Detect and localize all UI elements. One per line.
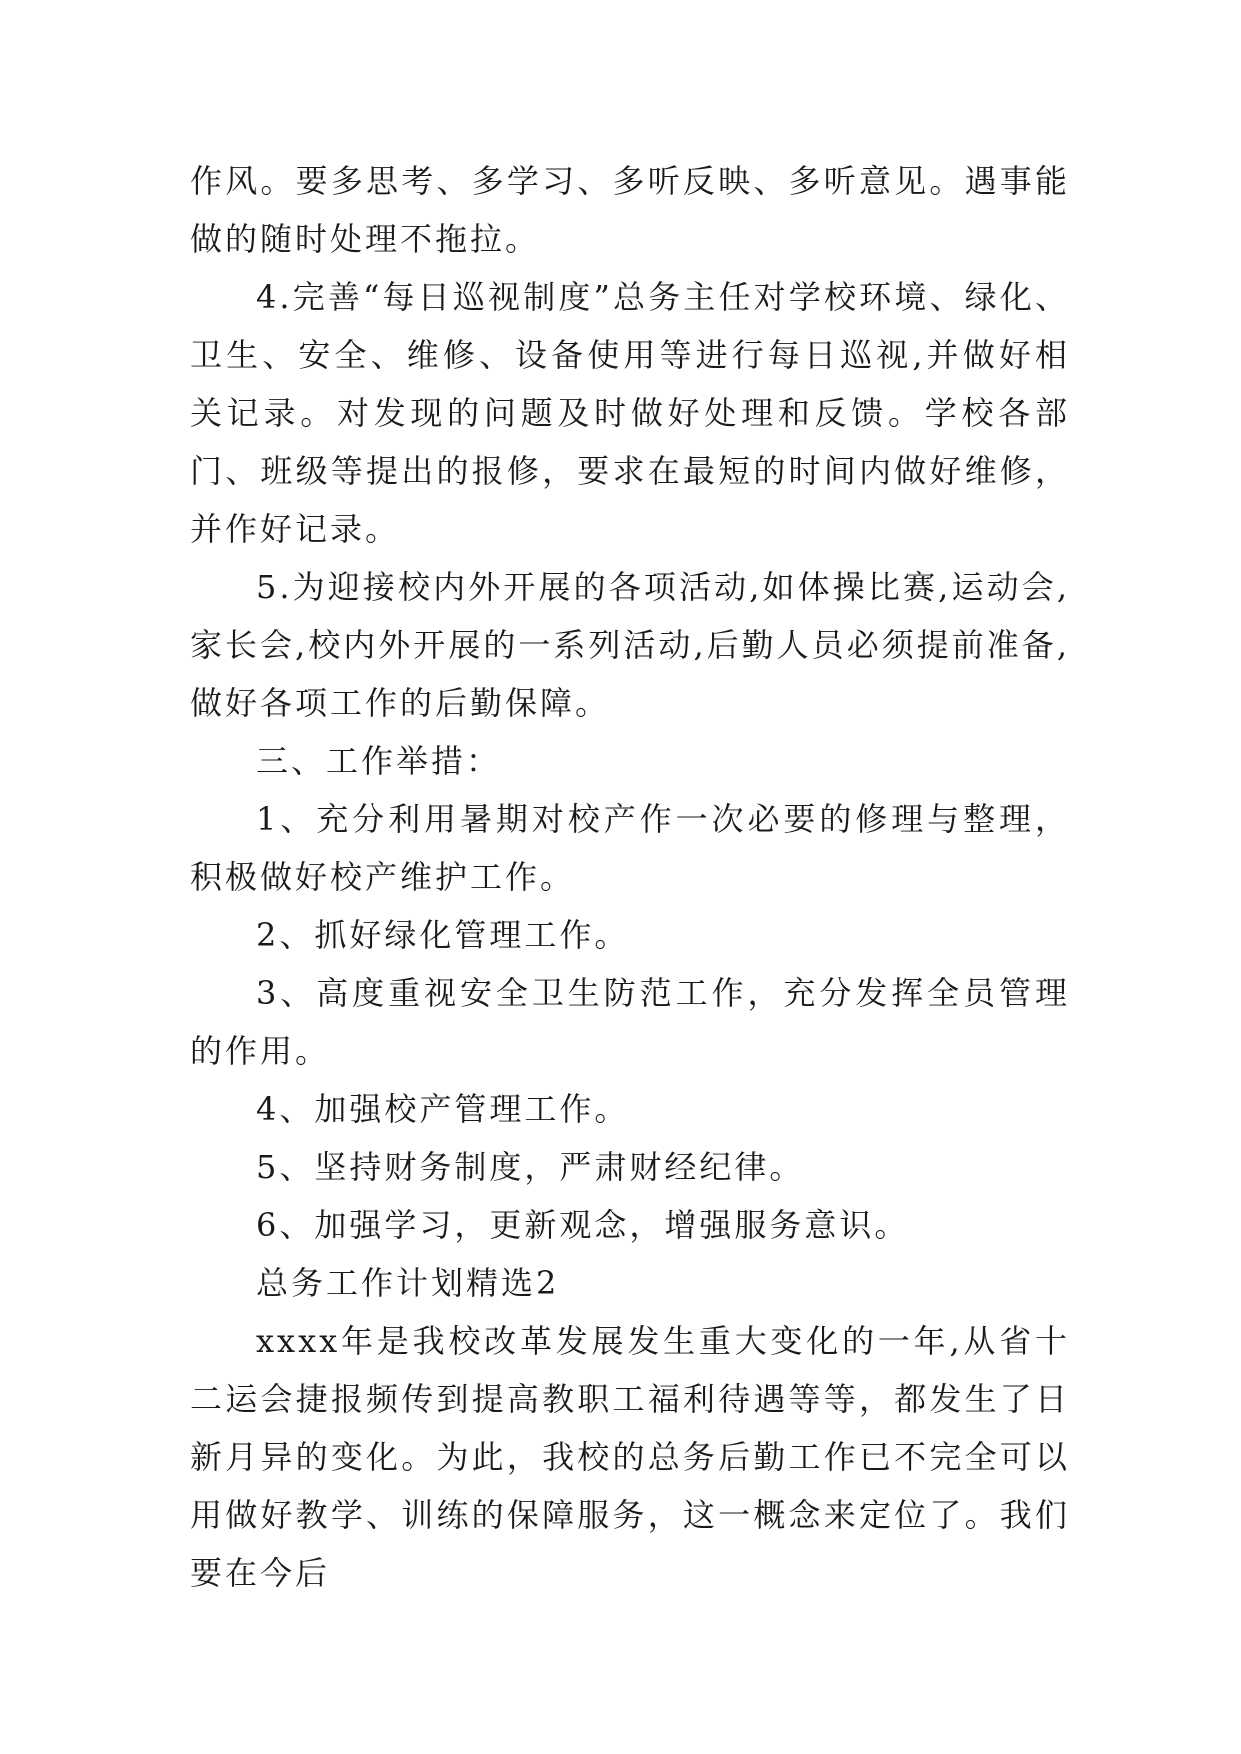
- paragraph-measure-6: 6、加强学习，更新观念，增强服务意识。: [256, 1206, 910, 1244]
- paragraph-measure-2: 2、抓好绿化管理工作。: [256, 916, 630, 954]
- paragraph-measure-5: 5、坚持财务制度，严肃财经纪律。: [256, 1148, 805, 1186]
- paragraph-item-4-daily-inspection: 4.完善“每日巡视制度”总务主任对学校环境、绿化、卫生、安全、维修、设备使用等进行每日巡视,并做好相关记录。对发现的问题及时做好处理和反馈。学校各部门、班级等提出的报修，要求在最短的时间内做好维修，并作好记录。: [190, 278, 1070, 548]
- paragraph-measure-3: 3、高度重视安全卫生防范工作，充分发挥全员管理的作用。: [190, 974, 1070, 1070]
- document-body: [190, 152, 1070, 1602]
- paragraph-measure-1: 1、充分利用暑期对校产作一次必要的修理与整理，积极做好校产维护工作。: [190, 800, 1070, 896]
- paragraph-item-5-activities: 5.为迎接校内外开展的各项活动,如体操比赛,运动会,家长会,校内外开展的一系列活动,后勤人员必须提前准备,做好各项工作的后勤保障。: [190, 568, 1070, 722]
- paragraph-plan-2-intro: xxxx年是我校改革发展发生重大变化的一年,从省十二运会捷报频传到提高教职工福利待遇等等，都发生了日新月异的变化。为此，我校的总务后勤工作已不完全可以用做好教学、训练的保障服务，这一概念来定位了。我们要在今后: [190, 1322, 1070, 1592]
- paragraph-zuofeng: 作风。要多思考、多学习、多听反映、多听意见。遇事能做的随时处理不拖拉。: [190, 162, 1070, 258]
- section-heading-measures: 三、工作举措：: [256, 742, 502, 780]
- section-title-plan-2: 总务工作计划精选2: [256, 1264, 560, 1302]
- paragraph-measure-4: 4、加强校产管理工作。: [256, 1090, 630, 1128]
